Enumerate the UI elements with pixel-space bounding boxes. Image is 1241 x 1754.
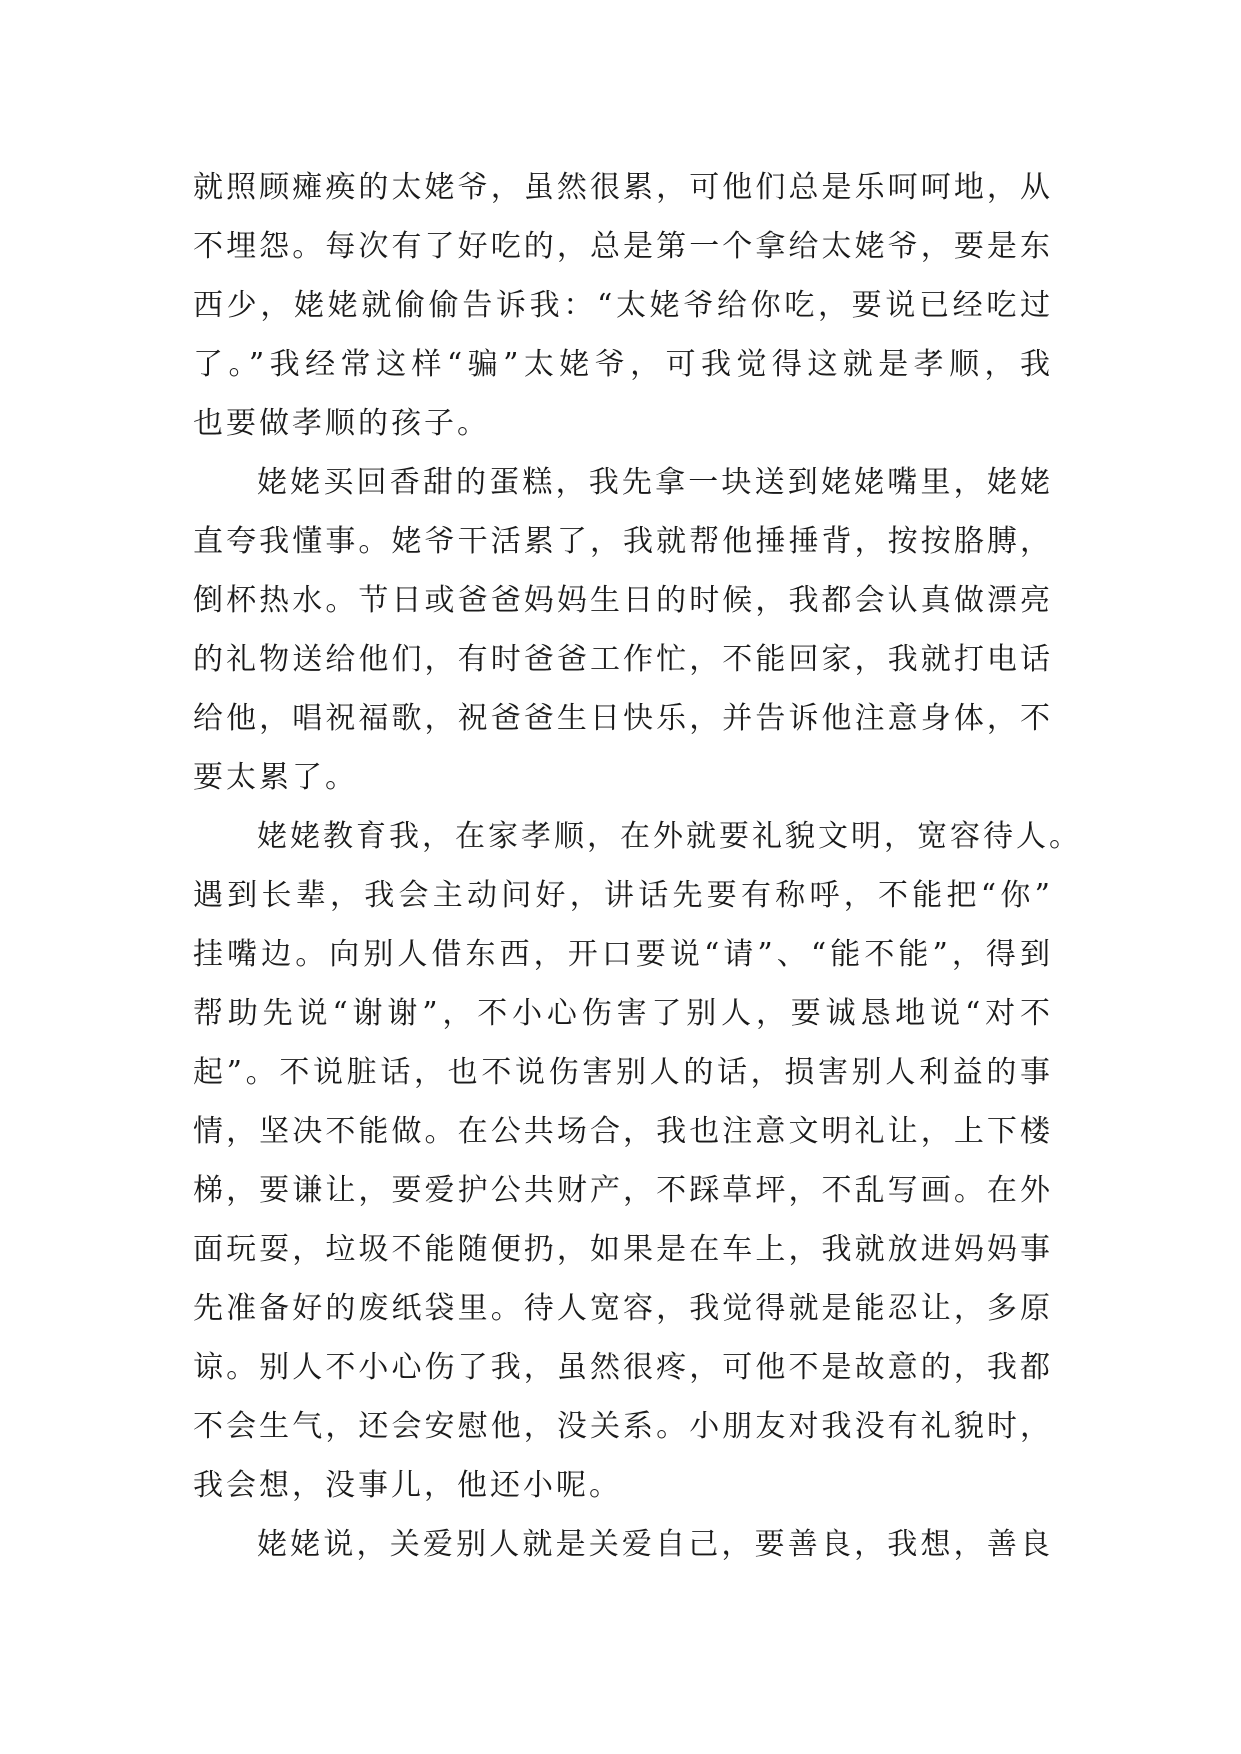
text-line: 挂嘴边。向别人借东西，开口要说“请”、“能不能”，得到 [193,937,1053,972]
text-line: 姥姥说，关爱别人就是关爱自己，要善良，我想，善良 [257,1527,1053,1562]
text-line: 倒杯热水。节日或爸爸妈妈生日的时候，我都会认真做漂亮 [193,583,1053,618]
paragraph [193,158,1053,453]
text-line: 面玩耍，垃圾不能随便扔，如果是在车上，我就放进妈妈事 [193,1232,1053,1267]
document-body [193,158,1082,1574]
text-line: 直夸我懂事。姥爷干活累了，我就帮他捶捶背，按按胳膊， [193,524,1053,559]
text-line: 起”。不说脏话，也不说伤害别人的话，损害别人利益的事 [193,1055,1053,1090]
text-line: 西少，姥姥就偷偷告诉我：“太姥爷给你吃，要说已经吃过 [193,288,1053,323]
paragraph [193,1515,1053,1574]
text-line: 遇到长辈，我会主动问好，讲话先要有称呼，不能把“你” [193,878,1053,913]
text-line: 了。”我经常这样“骗”太姥爷，可我觉得这就是孝顺，我 [193,347,1053,382]
text-line: 不埋怨。每次有了好吃的，总是第一个拿给太姥爷，要是东 [193,229,1053,264]
text-line: 梯，要谦让，要爱护公共财产，不踩草坪，不乱写画。在外 [193,1173,1053,1208]
text-line: 也要做孝顺的孩子。 [193,406,490,441]
text-line: 先准备好的废纸袋里。待人宽容，我觉得就是能忍让，多原 [193,1291,1053,1326]
text-line: 姥姥买回香甜的蛋糕，我先拿一块送到姥姥嘴里，姥姥 [257,465,1053,500]
paragraph [193,807,1082,1515]
text-line: 就照顾瘫痪的太姥爷，虽然很累，可他们总是乐呵呵地，从 [193,170,1053,205]
text-line: 谅。别人不小心伤了我，虽然很疼，可他不是故意的，我都 [193,1350,1053,1385]
paragraph [193,453,1053,807]
text-line: 情，坚决不能做。在公共场合，我也注意文明礼让，上下楼 [193,1114,1053,1149]
text-line: 不会生气，还会安慰他，没关系。小朋友对我没有礼貌时， [193,1409,1053,1444]
text-line: 我会想，没事儿，他还小呢。 [193,1468,622,1503]
text-line: 姥姥教育我，在家孝顺，在外就要礼貌文明，宽容待人。 [257,819,1082,854]
text-line: 给他，唱祝福歌，祝爸爸生日快乐，并告诉他注意身体，不 [193,701,1053,736]
text-line: 要太累了。 [193,760,358,795]
text-line: 的礼物送给他们，有时爸爸工作忙，不能回家，我就打电话 [193,642,1053,677]
text-line: 帮助先说“谢谢”，不小心伤害了别人，要诚恳地说“对不 [193,996,1053,1031]
